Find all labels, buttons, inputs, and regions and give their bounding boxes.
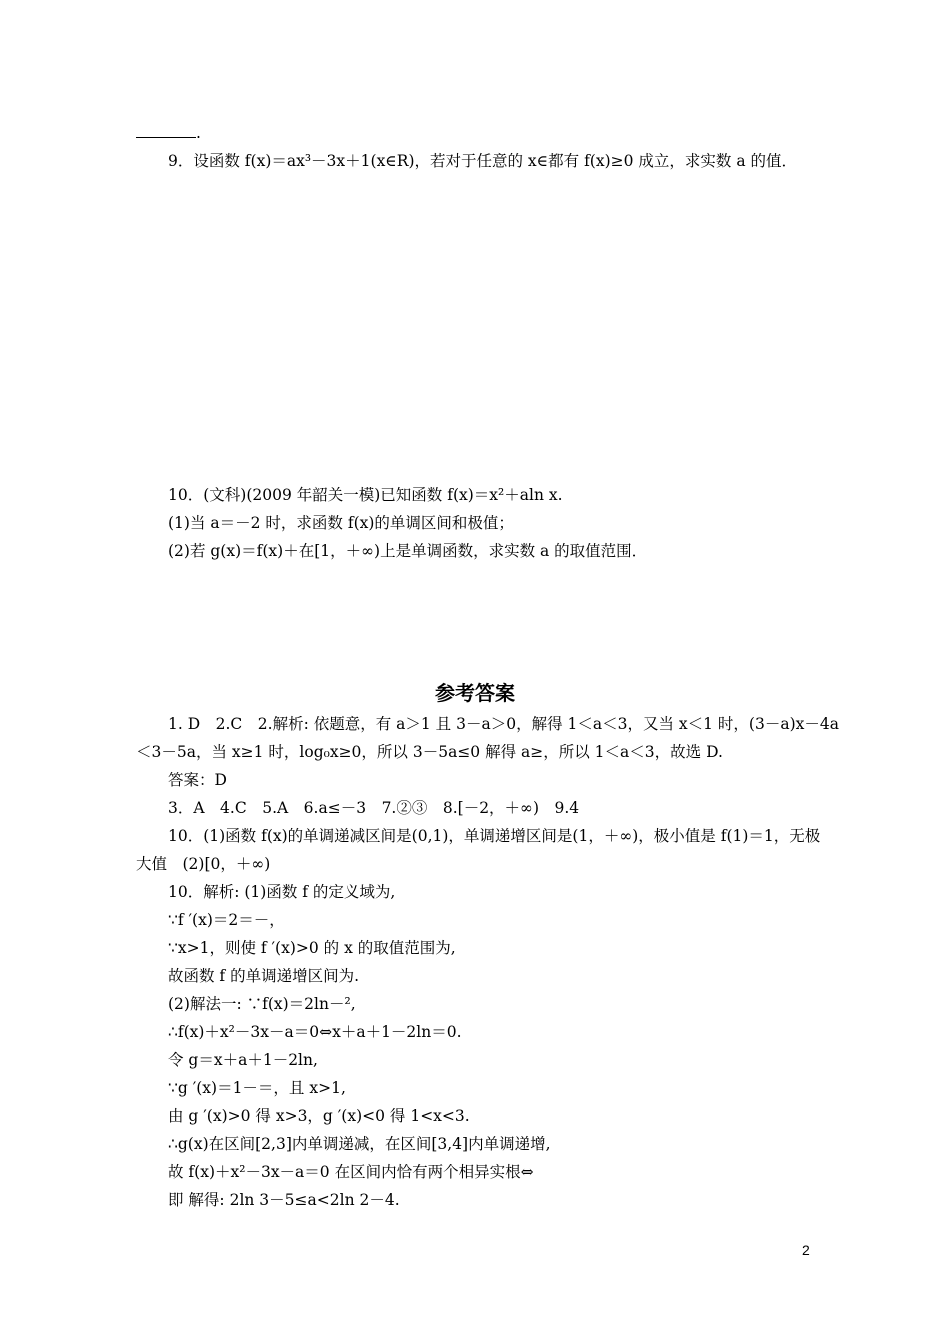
answer-line: 10．解析: (1)函数 f 的定义域为, xyxy=(168,883,396,901)
answers-heading: 参考答案 xyxy=(435,681,515,705)
answer-line: ＜3－5a，当 x≥1 时，log₀x≥0，所以 3－5a≤0 解得 a≥，所以 1＜a＜3，故选 D. xyxy=(136,743,723,761)
answer-line: ∵g ′(x)＝1－＝，且 x>1, xyxy=(168,1079,346,1097)
answer-line: 故函数 f 的单调递增区间为. xyxy=(168,967,360,985)
answer-line: 10．(1)函数 f(x)的单调递减区间是(0,1)，单调递增区间是(1，＋∞)，极小值是 f(1)＝1，无极 xyxy=(168,827,821,845)
answer-line: 故 f(x)＋x²－3x－a＝0 在区间内恰有两个相异实根⇔ xyxy=(168,1163,534,1181)
answer-line: (2)解法一: ∵f(x)＝2ln－², xyxy=(168,995,356,1013)
answer-line: 大值 (2)[0，＋∞) xyxy=(136,855,271,873)
answer-line: 答案：D xyxy=(168,771,227,789)
answer-line: 令 g＝x＋a＋1－2ln, xyxy=(168,1051,318,1069)
answer-line: ∴g(x)在区间[2,3]内单调递减，在区间[3,4]内单调递增, xyxy=(168,1135,551,1153)
answer-line: ∴f(x)＋x²－3x－a＝0⇔x＋a＋1－2ln＝0. xyxy=(168,1023,462,1041)
answer-line: 1. D 2.C 2.解析: 依题意，有 a＞1 且 3－a＞0，解得 1＜a＜3，又当 x＜1 时，(3－a)x－4a xyxy=(168,715,839,733)
answer-line: ∵x>1，则使 f ′(x)>0 的 x 的取值范围为, xyxy=(168,939,456,957)
fill-blank-line: . xyxy=(136,122,820,144)
answer-blank xyxy=(136,123,196,138)
problem-10-part-1: (1)当 a＝－2 时，求函数 f(x)的单调区间和极值； xyxy=(168,514,514,532)
answer-line: 即 解得: 2ln 3－5≤a<2ln 2－4. xyxy=(168,1191,400,1209)
problem-9: 9．设函数 f(x)＝ax³－3x＋1(x∈R)，若对于任意的 x∈都有 f(x)≥0 成立，求实数 a 的值． xyxy=(168,152,798,170)
problem-10-part-2: (2)若 g(x)＝f(x)＋在[1，＋∞)上是单调函数，求实数 a 的取值范围． xyxy=(168,542,648,560)
page-number: 2 xyxy=(802,1242,810,1258)
answer-line: 由 g ′(x)>0 得 x>3，g ′(x)<0 得 1<x<3. xyxy=(168,1107,470,1125)
answer-line: ∵f ′(x)＝2＝－， xyxy=(168,911,285,929)
problem-10-title: 10．(文科)(2009 年韶关一模)已知函数 f(x)＝x²＋aln x. xyxy=(168,486,563,504)
answer-line: 3．A 4.C 5.A 6.a≤－3 7.②③ 8.[－2，＋∞) 9.4 xyxy=(168,799,580,817)
